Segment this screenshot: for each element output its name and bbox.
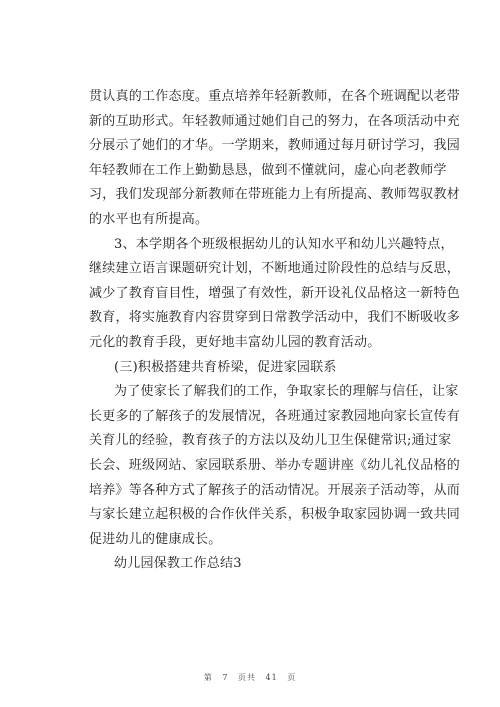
text-line: 幼儿园保教工作总结3 bbox=[114, 556, 242, 572]
text-line: 的水平也有所提高。 bbox=[89, 211, 209, 227]
text-line: (三)积极搭建共育桥梁，促进家园联系 bbox=[114, 359, 337, 375]
text-line: 培养》等各种方式了解孩子的活动情况。开展亲子活动等，从而 bbox=[89, 482, 461, 498]
text-line: 促进幼儿的健康成长。 bbox=[89, 531, 222, 547]
text-line: 与家长建立起积极的合作伙伴关系，积极争取家园协调一致共同 bbox=[89, 507, 461, 523]
footer-page-prefix: 第 bbox=[203, 673, 213, 682]
text-line: 为了使家长了解我们的工作，争取家长的理解与信任，让家 bbox=[114, 384, 459, 400]
footer-page-middle: 页共 bbox=[237, 673, 256, 682]
text-line: 3、本学期各个班级根据幼儿的认知水平和幼儿兴趣特点， bbox=[114, 236, 454, 252]
text-line: 元化的教育手段，更好地丰富幼儿园的教育活动。 bbox=[89, 334, 381, 350]
text-line: 习，我们发现部分新教师在带班能力上有所提高、教师驾驭教材 bbox=[89, 187, 461, 203]
page-footer bbox=[0, 672, 500, 683]
footer-page-suffix: 页 bbox=[287, 673, 297, 682]
text-line: 关育儿的经验，教育孩子的方法以及幼儿卫生保健常识;通过家 bbox=[89, 433, 452, 449]
document-body bbox=[89, 85, 461, 577]
text-line: 继续建立语言课题研究计划，不断地通过阶段性的总结与反思， bbox=[89, 261, 461, 277]
text-line: 年轻教师在工作上勤勤恳恳，做到不懂就问，虚心向老教师学 bbox=[89, 162, 447, 178]
text-line: 新的互助形式。年轻教师通过她们自己的努力，在各项活动中充 bbox=[89, 113, 461, 129]
text-line: 教育，将实施教育内容贯穿到日常教学活动中，我们不断吸收多 bbox=[89, 310, 461, 326]
text-line: 长会、班级网站、家园联系册、举办专题讲座《幼儿礼仪品格的 bbox=[89, 457, 461, 473]
footer-page-number: 7 bbox=[222, 673, 229, 682]
text-line: 贯认真的工作态度。重点培养年轻新教师，在各个班调配以老带 bbox=[89, 89, 461, 104]
text-line: 减少了教育盲目性，增强了有效性，新开设礼仪品格这一新特色 bbox=[89, 285, 461, 301]
footer-total-pages: 41 bbox=[265, 673, 278, 682]
text-line: 分展示了她们的才华。一学期来，教师通过每月研讨学习，我园 bbox=[89, 138, 461, 154]
text-line: 长更多的了解孩子的发展情况，各班通过家教园地向家长宣传有 bbox=[89, 408, 461, 424]
